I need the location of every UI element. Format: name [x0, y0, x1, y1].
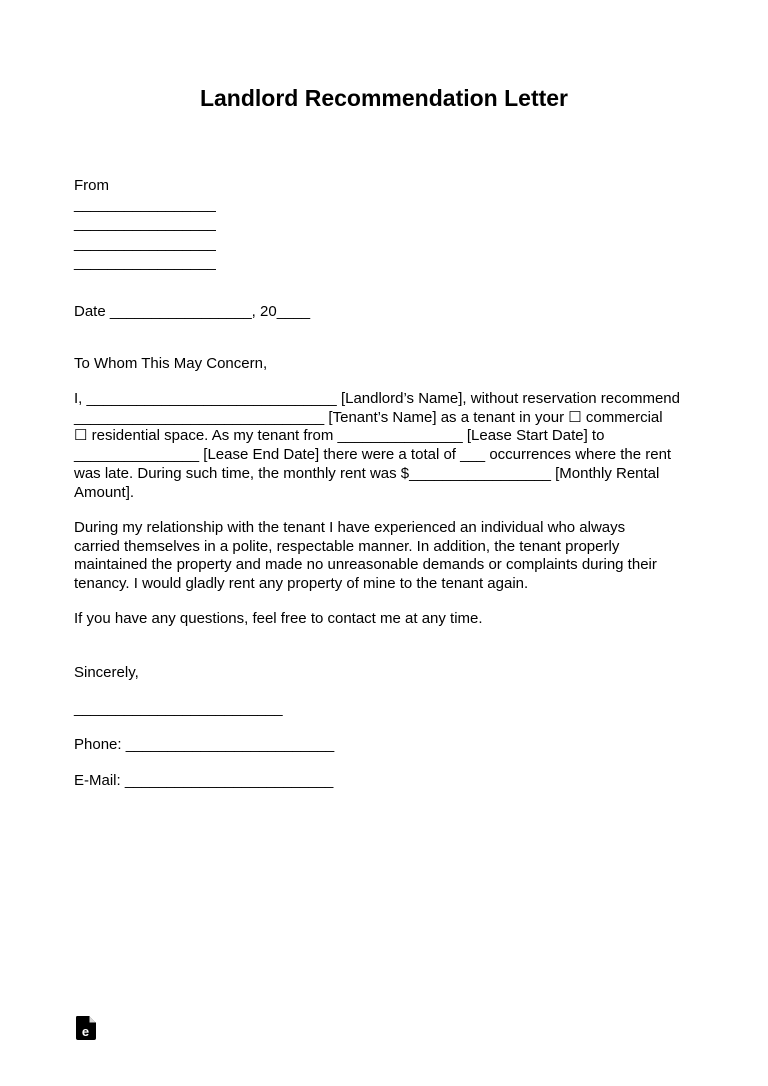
phone-line: Phone: _________________________ — [74, 736, 335, 753]
signature-line: _________________________ — [74, 700, 283, 717]
paragraph-line: maintained the property and made no unreasonable demands or complaints during their — [74, 556, 657, 574]
paragraph-line: Amount]. — [74, 483, 135, 501]
date-line: Date _________________, 20____ — [74, 303, 311, 320]
email-line: E-Mail: _________________________ — [74, 772, 334, 789]
closing: Sincerely, — [74, 664, 139, 681]
eforms-logo-icon — [76, 1016, 96, 1040]
paragraph-line: tenancy. I would gladly rent any property of mine to the tenant again. — [74, 575, 529, 593]
paragraph-line: carried themselves in a polite, respectable manner. In addition, the tenant properly — [74, 537, 620, 555]
paragraph-recommendation — [74, 390, 706, 502]
paragraph-relationship — [74, 519, 706, 594]
paragraph-line: I, ______________________________ [Landlord’s Name], without reservation recommend — [74, 390, 680, 407]
paragraph-line: was late. During such time, the monthly rent was $_________________ [Monthly Rental — [74, 464, 660, 482]
from-line-2: _________________ — [74, 215, 216, 233]
paragraph-line: ______________________________ [Tenant’s Name] as a tenant in your ☐ commercial — [74, 408, 663, 426]
from-line-3: _________________ — [74, 234, 216, 252]
paragraph-line: ☐ residential space. As my tenant from _______________ [Lease Start Date] to — [74, 427, 605, 445]
paragraph-line: During my relationship with the tenant I have experienced an individual who always — [74, 519, 626, 536]
salutation: To Whom This May Concern, — [74, 355, 268, 372]
paragraph-contact: If you have any questions, feel free to contact me at any time. — [74, 610, 483, 627]
from-line-1: _________________ — [74, 196, 216, 213]
from-line-4: _________________ — [74, 253, 216, 271]
from-address-lines — [74, 195, 706, 272]
from-label: From — [74, 177, 109, 194]
svg-text:e: e — [81, 1024, 90, 1039]
paragraph-line: _______________ [Lease End Date] there were a total of ___ occurrences where the rent — [74, 446, 672, 464]
document-title: Landlord Recommendation Letter — [199, 85, 569, 111]
